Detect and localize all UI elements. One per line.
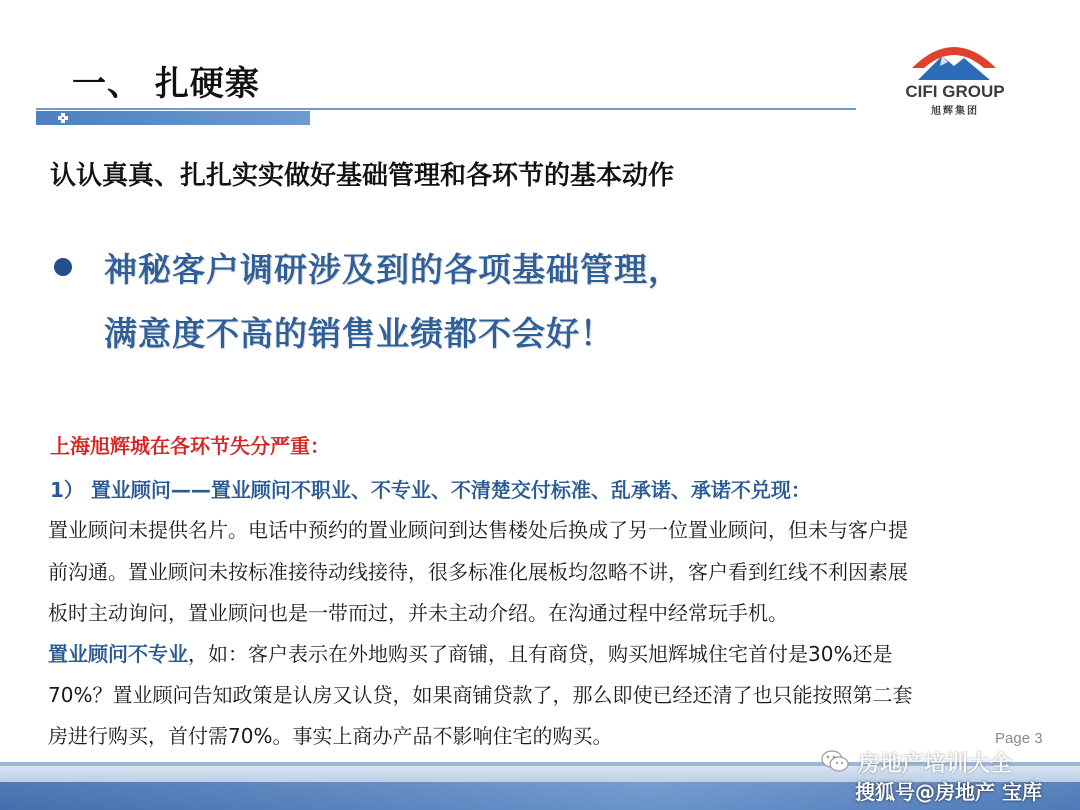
paragraph-line: 板时主动询问，置业顾问也是一带而过，并未主动介绍。在沟通过程中经常玩手机。	[48, 601, 788, 625]
title-underline	[36, 108, 856, 110]
key-point-line-2: 满意度不高的销售业绩都不会好！	[104, 314, 614, 353]
paragraph-line: 前沟通。置业顾问未按标准接待动线接待，很多标准化展板均忽略不讲，客户看到红线不利因素展	[48, 560, 908, 584]
title-accent-bar	[36, 111, 310, 125]
watermark-account: 房地产培训大全	[858, 752, 1013, 777]
paragraph-line	[48, 638, 892, 667]
diamond-mark-icon	[58, 113, 68, 123]
paragraph-line: 置业顾问未提供名片。电话中预约的置业顾问到达售楼处后换成了另一位置业顾问，但未与客户提	[48, 518, 908, 542]
logo-subtext: 旭辉集团	[931, 106, 979, 117]
paragraph-text: ，如：客户表示在外地购买了商铺，且有商贷，购买旭辉城住宅首付是30%还是	[188, 642, 893, 666]
slide-title: 一、 扎硬寨	[72, 64, 260, 104]
wechat-icon	[820, 748, 850, 774]
item-heading: 1） 置业顾问——置业顾问不职业、不专业、不清楚交付标准、乱承诺、承诺不兑现：	[50, 478, 811, 502]
paragraph-line: 房进行购买，首付需70%。事实上商办产品不影响住宅的购买。	[48, 724, 613, 748]
paragraph-line: 70%？置业顾问告知政策是认房又认贷，如果商铺贷款了，那么即使已经还清了也只能按照第二套	[48, 683, 913, 707]
bullet-icon	[54, 258, 72, 276]
highlight-text: 置业顾问不专业	[48, 642, 188, 666]
logo-mountain-icon	[904, 32, 1004, 82]
section-heading: 上海旭辉城在各环节失分严重：	[50, 434, 330, 458]
logo-text: CIFI GROUP	[905, 82, 1005, 101]
slide-subtitle: 认认真真、扎扎实实做好基础管理和各环节的基本动作	[50, 161, 675, 191]
watermark-source: 搜狐号@房地产 宝库	[855, 780, 1042, 804]
company-logo	[890, 32, 1020, 116]
page-number: Page 3	[995, 730, 1043, 747]
key-point-line-1: 神秘客户调研涉及到的各项基础管理，	[104, 250, 682, 289]
